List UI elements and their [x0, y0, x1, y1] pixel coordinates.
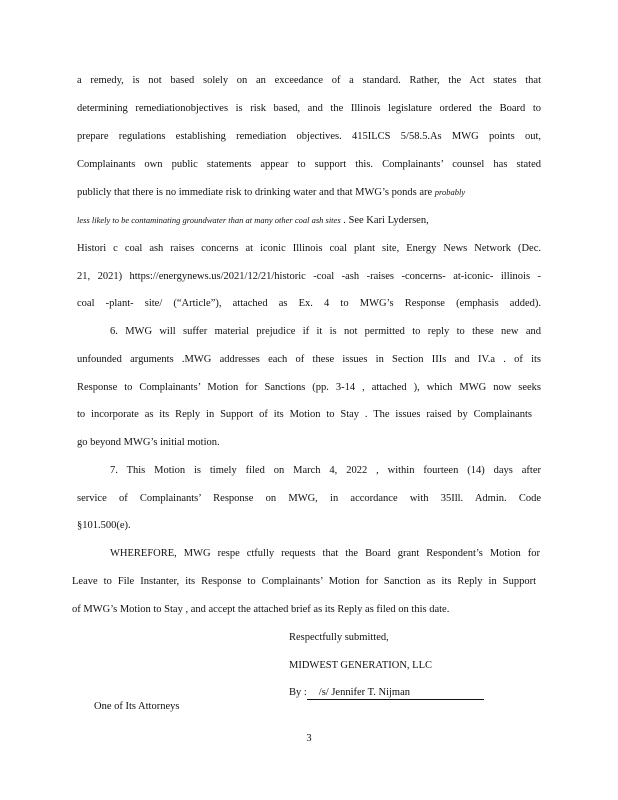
wherefore-first-line: WHEREFORE, MWG respe ctfully requests that the Board grant Respondent’s Motion for [110, 548, 540, 559]
body-line-4: Complainants own public statements appear to support this. Complainants’ counsel has stated [77, 159, 541, 170]
body-line-2: determining remediationobjectives is risk based, and the Illinois legislature ordered the Board to [77, 103, 541, 114]
body-line-5 [77, 186, 541, 199]
signature-line [289, 686, 484, 700]
emphasis-quote: less likely to be contaminating groundwater than at many other coal ash sites [77, 215, 341, 225]
paragraph-6-line: go beyond MWG’s initial motion. [77, 437, 220, 448]
body-line-7: Histori c coal ash raises concerns at iconic Illinois coal plant site, Energy News Network (Dec. [77, 243, 541, 254]
body-line-9: coal -plant- site/ (“Article”), attached as Ex. 4 to MWG’s Response (emphasis added). [77, 298, 541, 309]
attorney-line: One of Its Attorneys [94, 701, 180, 712]
body-line-6-rest: . See Kari Lydersen, [343, 215, 429, 226]
wherefore-line: Leave to File Instanter, its Response to Complainants’ Motion for Sanction as its Reply in Support [72, 576, 536, 587]
body-line-6 [77, 214, 541, 227]
wherefore-line: of MWG’s Motion to Stay , and accept the attached brief as its Reply as filed on this date. [72, 604, 450, 615]
paragraph-7-line: service of Complainants’ Response on MWG, in accordance with 35Ill. Admin. Code [77, 493, 541, 504]
body-line-3: prepare regulations establishing remediation objectives. 415ILCS 5/58.5.As MWG points out, [77, 131, 541, 142]
paragraph-7-first-line: 7. This Motion is timely filed on March 4, 2022 , within fourteen (14) days after [110, 465, 541, 476]
paragraph-6-first-line: 6. MWG will suffer material prejudice if it is not permitted to reply to these new and [110, 326, 541, 337]
paragraph-6-line: Response to Complainants’ Motion for Sanctions (pp. 3-14 , attached ), which MWG now seeks [77, 382, 541, 393]
body-line-8: 21, 2021) https://energynews.us/2021/12/21/historic -coal -ash -raises -concerns- at-iconic- illinois - [77, 271, 541, 282]
body-line-5-text: publicly that there is no immediate risk to drinking water and that MWG’s ponds are [77, 187, 433, 198]
closing: Respectfully submitted, [289, 632, 389, 643]
body-line-1: a remedy, is not based solely on an exceedance of a standard. Rather, the Act states that [77, 75, 541, 86]
paragraph-6-line: unfounded arguments .MWG addresses each of these issues in Section IIIs and IV.a . of its [77, 354, 541, 365]
signer-name: /s/ Jennifer T. Nijman [307, 686, 484, 700]
emphasis-probably: probably [434, 187, 466, 197]
page-number: 3 [306, 733, 312, 744]
company-name: MIDWEST GENERATION, LLC [289, 660, 433, 671]
by-label: By : [289, 687, 307, 698]
paragraph-6-line: to incorporate as its Reply in Support of its Motion to Stay . The issues raised by Complainants [77, 409, 532, 420]
paragraph-7-line: §101.500(e). [77, 520, 131, 531]
